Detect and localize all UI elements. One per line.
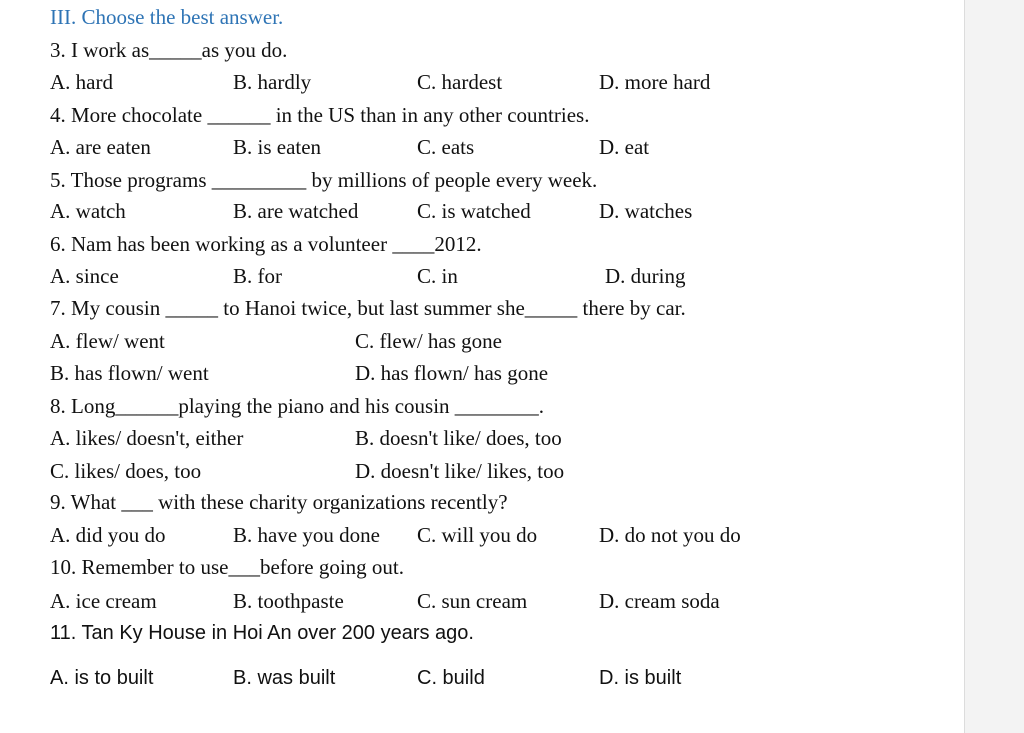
question-7-stem: 7. My cousin _____ to Hanoi twice, but last summer she_____ there by car. xyxy=(50,296,686,320)
question-3-option-c: C. hardest xyxy=(417,70,503,94)
question-7-option-c: C. flew/ has gone xyxy=(355,329,502,353)
question-5-option-b: B. are watched xyxy=(233,199,359,223)
question-9-option-c: C. will you do xyxy=(417,523,538,547)
question-11-stem: 11. Tan Ky House in Hoi An over 200 years ago. xyxy=(50,622,474,644)
question-7-option-a: A. flew/ went xyxy=(50,329,165,353)
question-11-option-d: D. is built xyxy=(599,667,682,689)
question-9-stem: 9. What ___ with these charity organizations recently? xyxy=(50,490,508,514)
question-11-option-b: B. was built xyxy=(233,667,336,689)
question-5-stem: 5. Those programs _________ by millions of people every week. xyxy=(50,168,598,192)
question-10-stem: 10. Remember to use___before going out. xyxy=(50,555,405,579)
question-3-option-d: D. more hard xyxy=(599,70,711,94)
question-10-option-c: C. sun cream xyxy=(417,589,528,613)
question-9-option-b: B. have you done xyxy=(233,523,380,547)
question-11-option-c: C. build xyxy=(417,667,485,689)
question-9-option-d: D. do not you do xyxy=(599,523,741,547)
question-4-stem: 4. More chocolate ______ in the US than in any other countries. xyxy=(50,103,590,127)
question-7-option-b: B. has flown/ went xyxy=(50,361,209,385)
question-3-stem: 3. I work as_____as you do. xyxy=(50,38,288,62)
question-8-stem: 8. Long______playing the piano and his cousin ________. xyxy=(50,394,545,418)
question-10-option-d: D. cream soda xyxy=(599,589,720,613)
question-8-option-a: A. likes/ doesn't, either xyxy=(50,426,244,450)
section-heading: III. Choose the best answer. xyxy=(50,5,284,29)
question-5-option-d: D. watches xyxy=(599,199,693,223)
question-4-option-d: D. eat xyxy=(599,135,650,159)
question-10-option-b: B. toothpaste xyxy=(233,589,344,613)
question-6-option-b: B. for xyxy=(233,264,282,288)
question-3-option-b: B. hardly xyxy=(233,70,312,94)
question-9-option-a: A. did you do xyxy=(50,523,166,547)
question-6-option-d: D. during xyxy=(605,264,686,288)
question-8-option-c: C. likes/ does, too xyxy=(50,459,202,483)
question-11-option-a: A. is to built xyxy=(50,667,154,689)
question-5-option-c: C. is watched xyxy=(417,199,531,223)
question-6-option-c: C. in xyxy=(417,264,458,288)
question-8-option-d: D. doesn't like/ likes, too xyxy=(355,459,565,483)
question-4-option-c: C. eats xyxy=(417,135,475,159)
question-6-option-a: A. since xyxy=(50,264,119,288)
question-10-option-a: A. ice cream xyxy=(50,589,157,613)
question-3-option-a: A. hard xyxy=(50,70,113,94)
viewer-side-margin xyxy=(964,0,1024,733)
question-7-option-d: D. has flown/ has gone xyxy=(355,361,549,385)
question-4-option-a: A. are eaten xyxy=(50,135,151,159)
question-8-option-b: B. doesn't like/ does, too xyxy=(355,426,562,450)
question-4-option-b: B. is eaten xyxy=(233,135,322,159)
question-6-stem: 6. Nam has been working as a volunteer ____2012. xyxy=(50,232,482,256)
question-5-option-a: A. watch xyxy=(50,199,126,223)
